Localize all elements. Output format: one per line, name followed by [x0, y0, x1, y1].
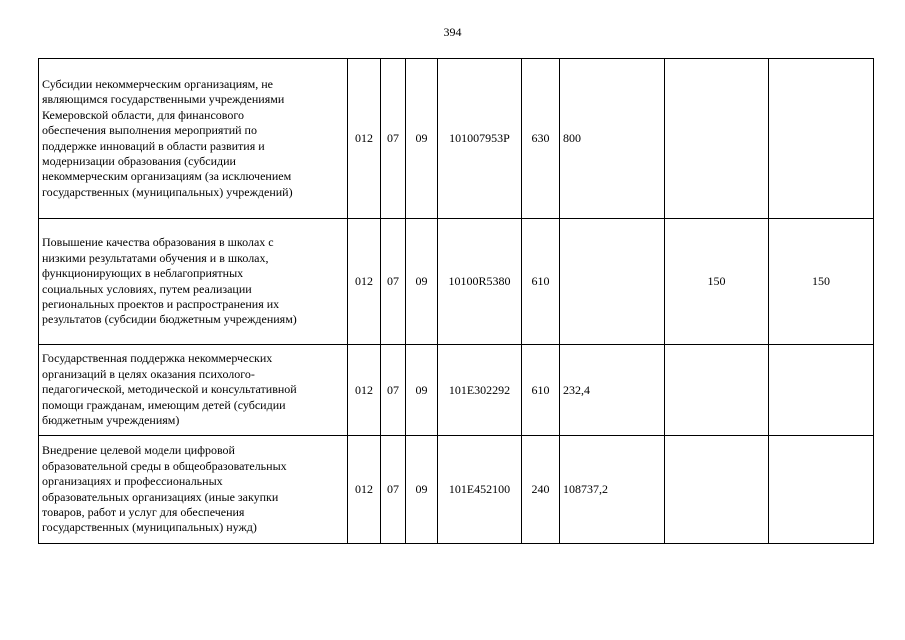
amount-year-1-cell: 108737,2: [560, 436, 665, 544]
target-article-cell: 101007953P: [438, 59, 522, 219]
expense-type-cell: 630: [522, 59, 560, 219]
subsection-code-cell: 09: [406, 345, 438, 436]
ministry-code-cell: 012: [348, 219, 381, 345]
row-name-cell: Повышение качества образования в школах с низкими результатами обучения и в школах, функционирующих в неблагоприятных социальных условиях, путем реализации региональных проектов и распространения их результатов (субсидии бюджетным учреждениям): [39, 219, 348, 345]
amount-year-2-cell: 150: [665, 219, 769, 345]
amount-year-1-cell: 800: [560, 59, 665, 219]
row-name-cell: Государственная поддержка некоммерческих организаций в целях оказания психолого- педагогической, методической и консультативной помощи гражданам, имеющим детей (субсидии бюджетным учреждениям): [39, 345, 348, 436]
amount-year-1-cell: [560, 219, 665, 345]
expense-type-cell: 610: [522, 345, 560, 436]
expense-type-cell: 240: [522, 436, 560, 544]
ministry-code-cell: 012: [348, 59, 381, 219]
subsection-code-cell: 09: [406, 219, 438, 345]
ministry-code-cell: 012: [348, 345, 381, 436]
subsection-code-cell: 09: [406, 436, 438, 544]
ministry-code-cell: 012: [348, 436, 381, 544]
table-row: [39, 436, 874, 544]
amount-year-2-cell: [665, 59, 769, 219]
amount-year-1-cell: 232,4: [560, 345, 665, 436]
section-code-cell: 07: [381, 436, 406, 544]
target-article-cell: 101E452100: [438, 436, 522, 544]
section-code-cell: 07: [381, 219, 406, 345]
amount-year-3-cell: 150: [769, 219, 874, 345]
target-article-cell: 10100R5380: [438, 219, 522, 345]
amount-year-3-cell: [769, 345, 874, 436]
table-row: [39, 59, 874, 219]
page-number: 394: [443, 25, 462, 39]
section-code-cell: 07: [381, 345, 406, 436]
row-name-cell: Субсидии некоммерческим организациям, не являющимся государственными учреждениями Кемеровской области, для финансового обеспечения выполнения мероприятий по поддержке инноваций в области развития и модернизации образования (субсидии некоммерческим организациям (за исключением государственных (муниципальных) учреждений): [39, 59, 348, 219]
budget-table: [38, 58, 874, 544]
amount-year-2-cell: [665, 345, 769, 436]
amount-year-2-cell: [665, 436, 769, 544]
target-article-cell: 101E302292: [438, 345, 522, 436]
section-code-cell: 07: [381, 59, 406, 219]
subsection-code-cell: 09: [406, 59, 438, 219]
amount-year-3-cell: [769, 59, 874, 219]
table-row: [39, 345, 874, 436]
expense-type-cell: 610: [522, 219, 560, 345]
row-name-cell: Внедрение целевой модели цифровой образовательной среды в общеобразовательных организациях и профессиональных образовательных организациях (иные закупки товаров, работ и услуг для обеспечения государственных (муниципальных) нужд): [39, 436, 348, 544]
table-row: [39, 219, 874, 345]
amount-year-3-cell: [769, 436, 874, 544]
